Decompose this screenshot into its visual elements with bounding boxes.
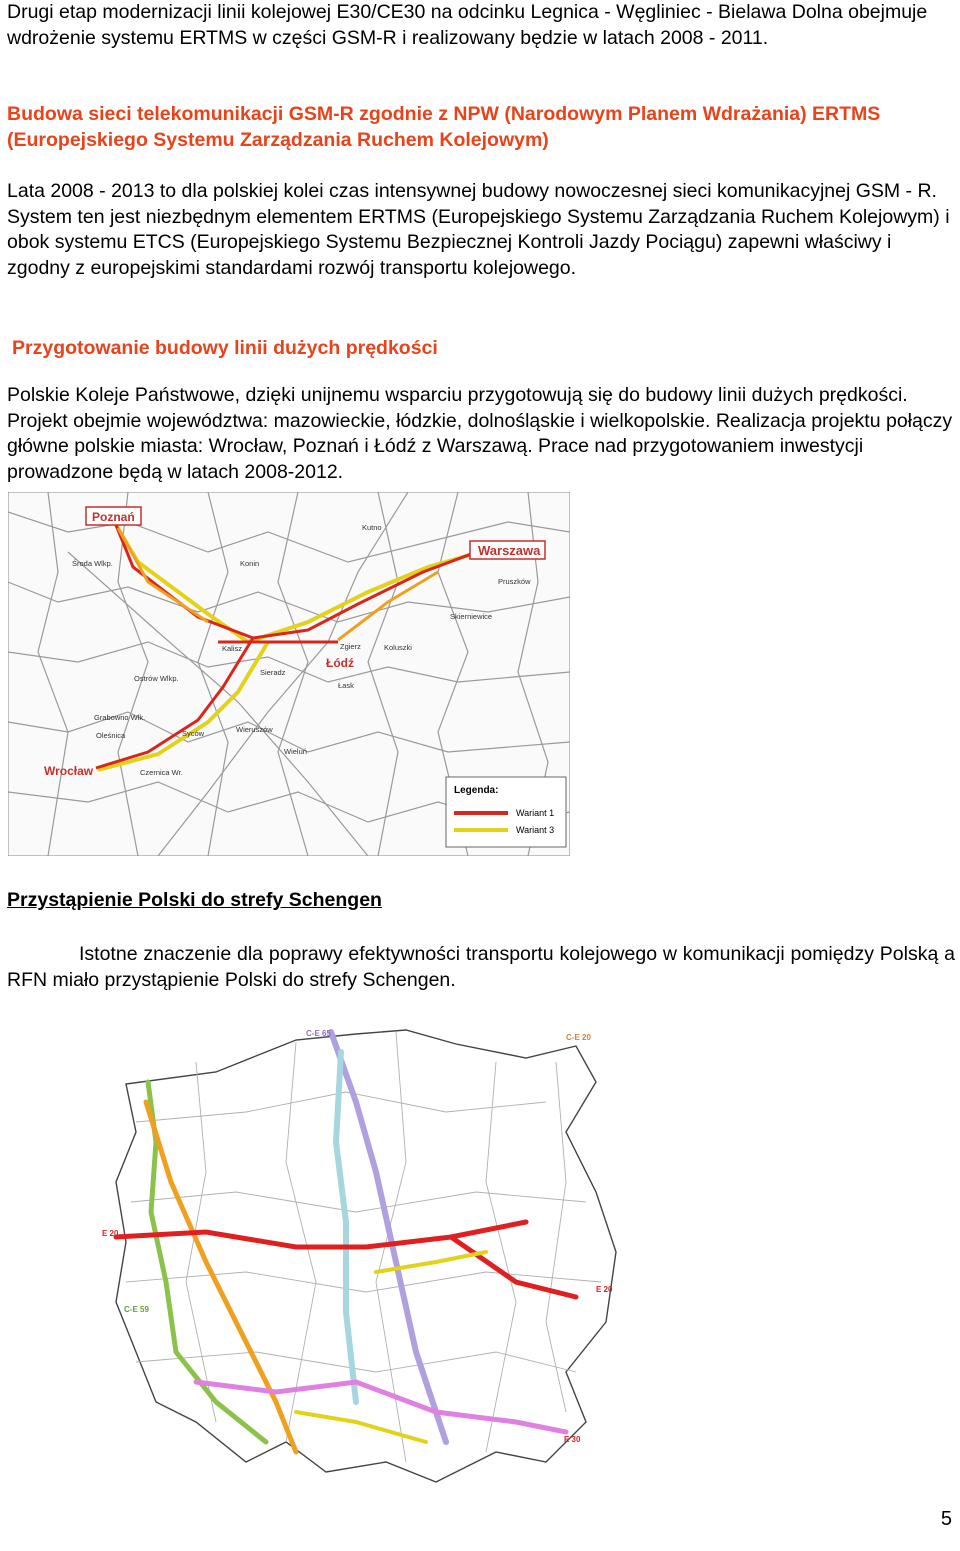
city-poznan: Poznań (92, 510, 135, 524)
city-label: Kalisz (222, 644, 243, 653)
schengen-paragraph: Istotne znaczenie dla poprawy efektywności transportu kolejowego w komunikacji pomiędzy Polską a RFN miało przystąpienie Polski do strefy Schengen. (7, 943, 955, 991)
page-number: 5 (940, 1508, 952, 1530)
map-legend (446, 777, 566, 847)
corridor-label: C-E 65 (306, 1029, 331, 1038)
city-warszawa: Warszawa (478, 543, 541, 558)
city-label: Wieluń (284, 747, 307, 756)
city-label: Koluszki (384, 643, 412, 652)
city-label: Sieradz (260, 668, 286, 677)
city-label: Zgierz (340, 642, 361, 651)
city-label: Ostrów Wlkp. (134, 674, 179, 683)
corridor-label: C-E 20 (566, 1033, 591, 1042)
city-label: Syców (182, 729, 205, 738)
high-speed-heading: Przygotowanie budowy linii dużych prędkości (12, 337, 438, 359)
city-label: Łask (338, 681, 354, 690)
city-label: Czernica Wr. (140, 768, 183, 777)
city-label: Wieruszów (236, 725, 273, 734)
legend-label-variant-3: Wariant 3 (516, 825, 555, 835)
city-label: Pruszków (498, 577, 531, 586)
legend-title: Legenda: (454, 785, 499, 796)
city-lodz: Łódź (326, 656, 354, 670)
city-wroclaw: Wrocław (44, 764, 94, 778)
city-label: Grabowno Wlk. (94, 713, 146, 722)
poland-rail-corridors-map (96, 1022, 696, 1518)
city-label: Oleśnica (96, 731, 126, 740)
corridor-label: C-E 59 (124, 1305, 149, 1314)
intro-paragraph: Drugi etap modernizacji linii kolejowej E30/CE30 na odcinku Legnica - Węgliniec - Bielawa Dolna obejmuje wdrożenie systemu ERTMS w części GSM-R i realizowany będzie w latach 2008 - 2011. (7, 1, 928, 49)
corridor-label: E 20 (102, 1229, 119, 1238)
corridor-label: E 30 (564, 1435, 581, 1444)
high-speed-rail-map (8, 492, 570, 856)
city-label: Konin (240, 559, 260, 568)
city-label: Środa Wlkp. (72, 559, 113, 568)
city-label: Skierniewice (450, 612, 493, 621)
legend-label-variant-1: Wariant 1 (516, 808, 555, 818)
gsmr-paragraph: Lata 2008 - 2013 to dla polskiej kolei czas intensywnej budowy nowoczesnej sieci komunikacyjnej GSM - R. System ten jest niezbędnym elementem ERTMS (Europejskiego Systemu Zarządzania Ruchem Kolejowym) i obok systemu ETCS (Europejskiego Systemu Bezpiecznej Kontroli Jazdy Pociągu) zapewni właściwy i zgodny z europejskimi standardami rozwój transportu kolejowego. (7, 180, 950, 279)
city-label: Kutno (362, 523, 382, 532)
schengen-heading: Przystąpienie Polski do strefy Schengen (7, 889, 382, 911)
high-speed-paragraph: Polskie Koleje Państwowe, dzięki unijnemu wsparciu przygotowują się do budowy linii dużych prędkości. Projekt obejmie województwa: mazowieckie, łódzkie, dolnośląskie i wielkopolskie. Realizacja projektu połączy główne polskie miasta: Wrocław, Poznań i Łódź z Warszawą. Prace nad przygotowaniem inwestycji prowadzone będą w latach 2008-2012. (7, 384, 953, 483)
corridor-label: E 20 (596, 1285, 613, 1294)
gsmr-heading: Budowa sieci telekomunikacji GSM-R zgodnie z NPW (Narodowym Planem Wdrażania) ERTMS (Europejskiego Systemu Zarządzania Ruchem Kolejowym) (7, 103, 881, 151)
